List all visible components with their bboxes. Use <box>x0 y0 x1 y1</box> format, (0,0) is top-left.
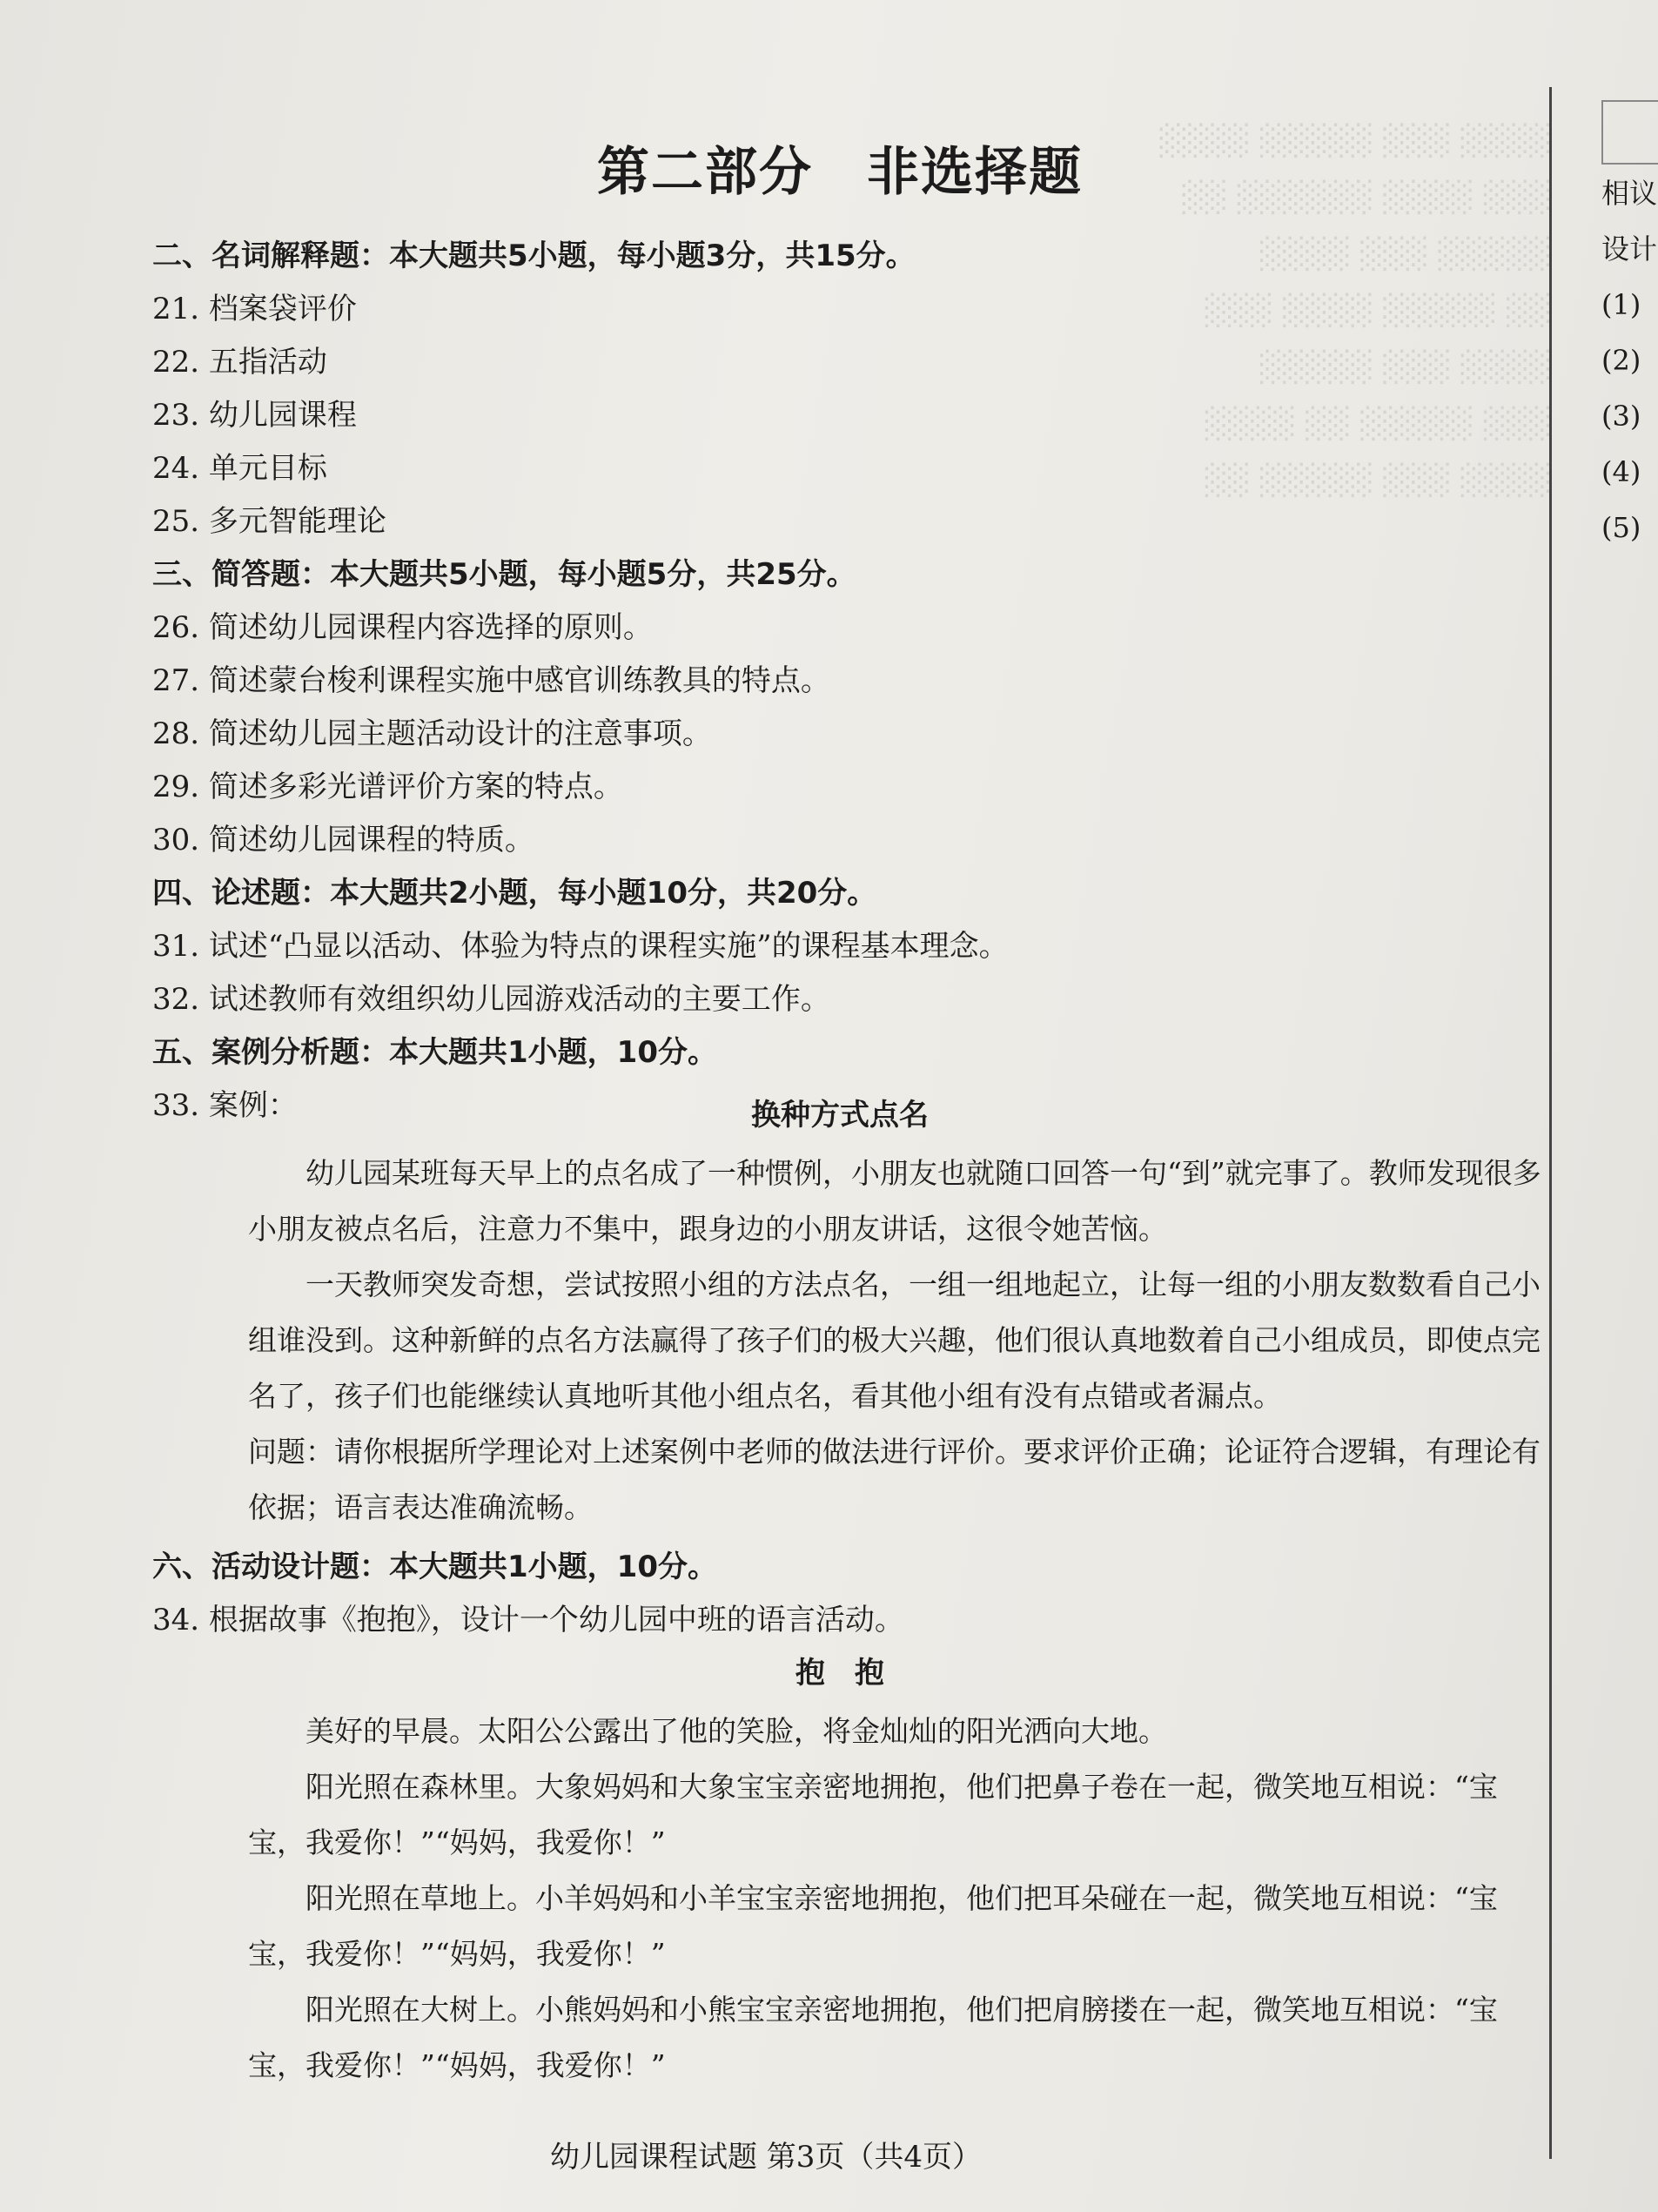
side-fragment: (3) <box>1601 400 1641 433</box>
section-4-header: 四、论述题：本大题共2小题，每小题10分，共20分。 <box>152 876 877 911</box>
side-fragment: 相议 <box>1601 177 1658 210</box>
side-fragment: (5) <box>1601 511 1641 544</box>
question-34: 34. 根据故事《抱抱》，设计一个幼儿园中班的语言活动。 <box>152 1603 904 1637</box>
story-title: 抱 抱 <box>795 1656 884 1691</box>
exam-content <box>144 113 1541 2094</box>
question-26: 26. 简述幼儿园课程内容选择的原则。 <box>152 610 653 645</box>
question-21: 21. 档案袋评价 <box>152 292 357 326</box>
side-fragment: 设计 <box>1601 232 1658 266</box>
section-3-header: 三、简答题：本大题共5小题，每小题5分，共25分。 <box>152 557 856 592</box>
bleed-through-text: ░░░░ ░░░ ░░░░░ ░░░░ ░░░ ░░░░ ░░░░░░ ░░ ░░░░░ ░░░ ░░░░ ░░ ░░░░░ ░░░░ ░░░ ░░░░ ░░░ ░░░░░ ░░░ ░░░░░ ░░ ░░░░ ░░░░ ░░░ ░░░░░ ░░ <box>1157 124 1549 498</box>
question-22: 22. 五指活动 <box>152 345 327 380</box>
question-28: 28. 简述幼儿园主题活动设计的注意事项。 <box>152 716 712 751</box>
case-paragraph-2: 一天教师突发奇想，尝试按照小组的方法点名，一组一组地起立，让每一组的小朋友数数看自己小组谁没到。这种新鲜的点名方法赢得了孩子们的极大兴趣，他们很认真地数着自己小组成员，即使点完名了，孩子们也能继续认真地听其他小组点名，看其他小组有没有点错或者漏点。 <box>248 1267 1541 1413</box>
question-32: 32. 试述教师有效组织幼儿园游戏活动的主要工作。 <box>152 982 830 1017</box>
case-title: 换种方式点名 <box>751 1098 929 1133</box>
question-30: 30. 简述幼儿园课程的特质。 <box>152 823 534 857</box>
case-paragraph-1: 幼儿园某班每天早上的点名成了一种惯例，小朋友也就随口回答一句“到”就完事了。教师发现很多小朋友被点名后，注意力不集中，跟身边的小朋友讲话，这很令她苦恼。 <box>248 1156 1541 1246</box>
side-fragment: (2) <box>1601 344 1641 377</box>
page-divider <box>1549 87 1552 2159</box>
story-paragraph-1: 美好的早晨。太阳公公露出了他的笑脸，将金灿灿的阳光洒向大地。 <box>305 1714 1167 1748</box>
section-5-header: 五、案例分析题：本大题共1小题，10分。 <box>152 1035 717 1070</box>
page-footer: 幼儿园课程试题 第3页（共4页） <box>549 2140 983 2175</box>
story-paragraph-3: 阳光照在草地上。小羊妈妈和小羊宝宝亲密地拥抱，他们把耳朵碰在一起，微笑地互相说：“宝宝，我爱你！”“妈妈，我爱你！” <box>248 1881 1498 1971</box>
adjacent-page-box <box>1601 100 1658 165</box>
question-29: 29. 简述多彩光谱评价方案的特点。 <box>152 770 623 804</box>
question-27: 27. 简述蒙台梭利课程实施中感官训练教具的特点。 <box>152 663 830 698</box>
adjacent-page-fragments <box>1601 165 1657 555</box>
question-25: 25. 多元智能理论 <box>152 504 386 539</box>
question-24: 24. 单元目标 <box>152 451 327 486</box>
question-23: 23. 幼儿园课程 <box>152 398 357 433</box>
story-paragraph-2: 阳光照在森林里。大象妈妈和大象宝宝亲密地拥抱，他们把鼻子卷在一起，微笑地互相说：“宝宝，我爱你！”“妈妈，我爱你！” <box>248 1770 1498 1859</box>
section-2-header: 二、名词解释题：本大题共5小题，每小题3分，共15分。 <box>152 239 916 273</box>
question-33-label: 33. 案例： <box>152 1088 298 1123</box>
side-fragment: (4) <box>1601 455 1641 488</box>
case-question: 问题：请你根据所学理论对上述案例中老师的做法进行评价。要求评价正确；论证符合逻辑，有理论有依据；语言表达准确流畅。 <box>248 1435 1541 1524</box>
side-fragment: (1) <box>1601 288 1641 321</box>
question-31: 31. 试述“凸显以活动、体验为特点的课程实施”的课程基本理念。 <box>152 929 1009 964</box>
story-paragraph-4: 阳光照在大树上。小熊妈妈和小熊宝宝亲密地拥抱，他们把肩膀搂在一起，微笑地互相说：“宝宝，我爱你！”“妈妈，我爱你！” <box>248 1993 1498 2082</box>
page-title: 第二部分 非选择题 <box>597 142 1083 203</box>
section-6-header: 六、活动设计题：本大题共1小题，10分。 <box>152 1550 717 1584</box>
